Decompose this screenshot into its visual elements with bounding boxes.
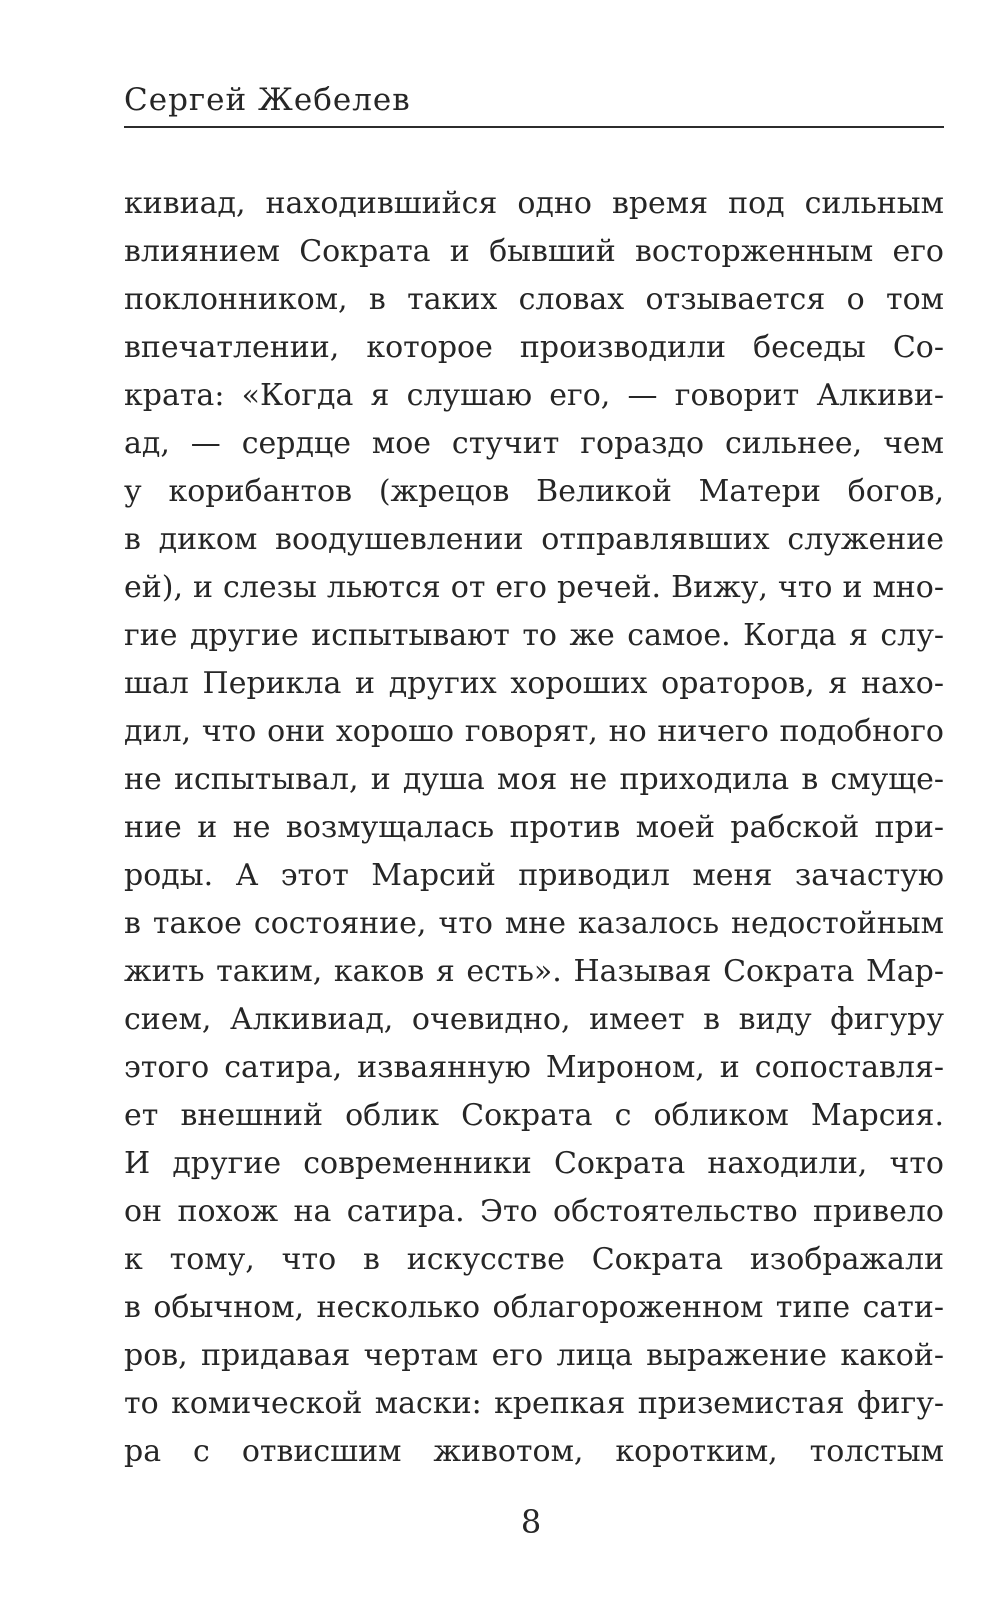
running-head	[124, 80, 944, 128]
text-line: И другие современники Сократа находили, что	[124, 1146, 944, 1181]
text-line: дил, что они хорошо говорят, но ничего подобного	[124, 714, 944, 749]
text-line: не испытывал, и душа моя не приходила в смуще-	[124, 762, 944, 797]
author-name: Сергей Жебелев	[124, 82, 411, 118]
text-line: то комической маски: крепкая приземистая фигу-	[124, 1386, 944, 1421]
text-line: ей), и слезы льются от его речей. Вижу, что и мно-	[124, 570, 944, 605]
text-line: жить таким, каков я есть». Называя Сократа Мар-	[124, 954, 944, 989]
text-line: ад, — сердце мое стучит гораздо сильнее, чем	[124, 426, 944, 461]
text-line: гие другие испытывают то же самое. Когда я слу-	[124, 618, 944, 653]
text-line: крата: «Когда я слушаю его, — говорит Алкиви-	[124, 378, 944, 413]
text-line: шал Перикла и других хороших ораторов, я нахо-	[124, 666, 944, 701]
text-line: в диком воодушевлении отправлявших служение	[124, 522, 944, 557]
text-line: роды. А этот Марсий приводил меня зачастую	[124, 858, 944, 893]
text-line: к тому, что в искусстве Сократа изображали	[124, 1242, 944, 1277]
text-line: в обычном, несколько облагороженном типе сати-	[124, 1290, 944, 1325]
text-line: ров, придавая чертам его лица выражение какой-	[124, 1338, 944, 1373]
body-text	[124, 180, 944, 1476]
text-line: впечатлении, которое производили беседы Со-	[124, 330, 944, 365]
text-line: ра с отвисшим животом, коротким, толстым	[124, 1434, 944, 1469]
text-line: кивиад, находившийся одно время под сильным	[124, 186, 944, 221]
text-line: он похож на сатира. Это обстоятельство привело	[124, 1194, 944, 1229]
text-line: влиянием Сократа и бывший восторженным его	[124, 234, 944, 269]
page-number: 8	[520, 1503, 542, 1541]
text-line: у корибантов (жрецов Великой Матери богов,	[124, 474, 944, 509]
text-line: этого сатира, изваянную Мироном, и сопоставля-	[124, 1050, 944, 1085]
text-line: поклонником, в таких словах отзывается о том	[124, 282, 944, 317]
text-line: ет внешний облик Сократа с обликом Марсия.	[124, 1098, 944, 1133]
text-line: ние и не возмущалась против моей рабской при-	[124, 810, 944, 845]
text-line: в такое состояние, что мне казалось недостойным	[124, 906, 944, 941]
text-line: сием, Алкивиад, очевидно, имеет в виду фигуру	[124, 1002, 944, 1037]
